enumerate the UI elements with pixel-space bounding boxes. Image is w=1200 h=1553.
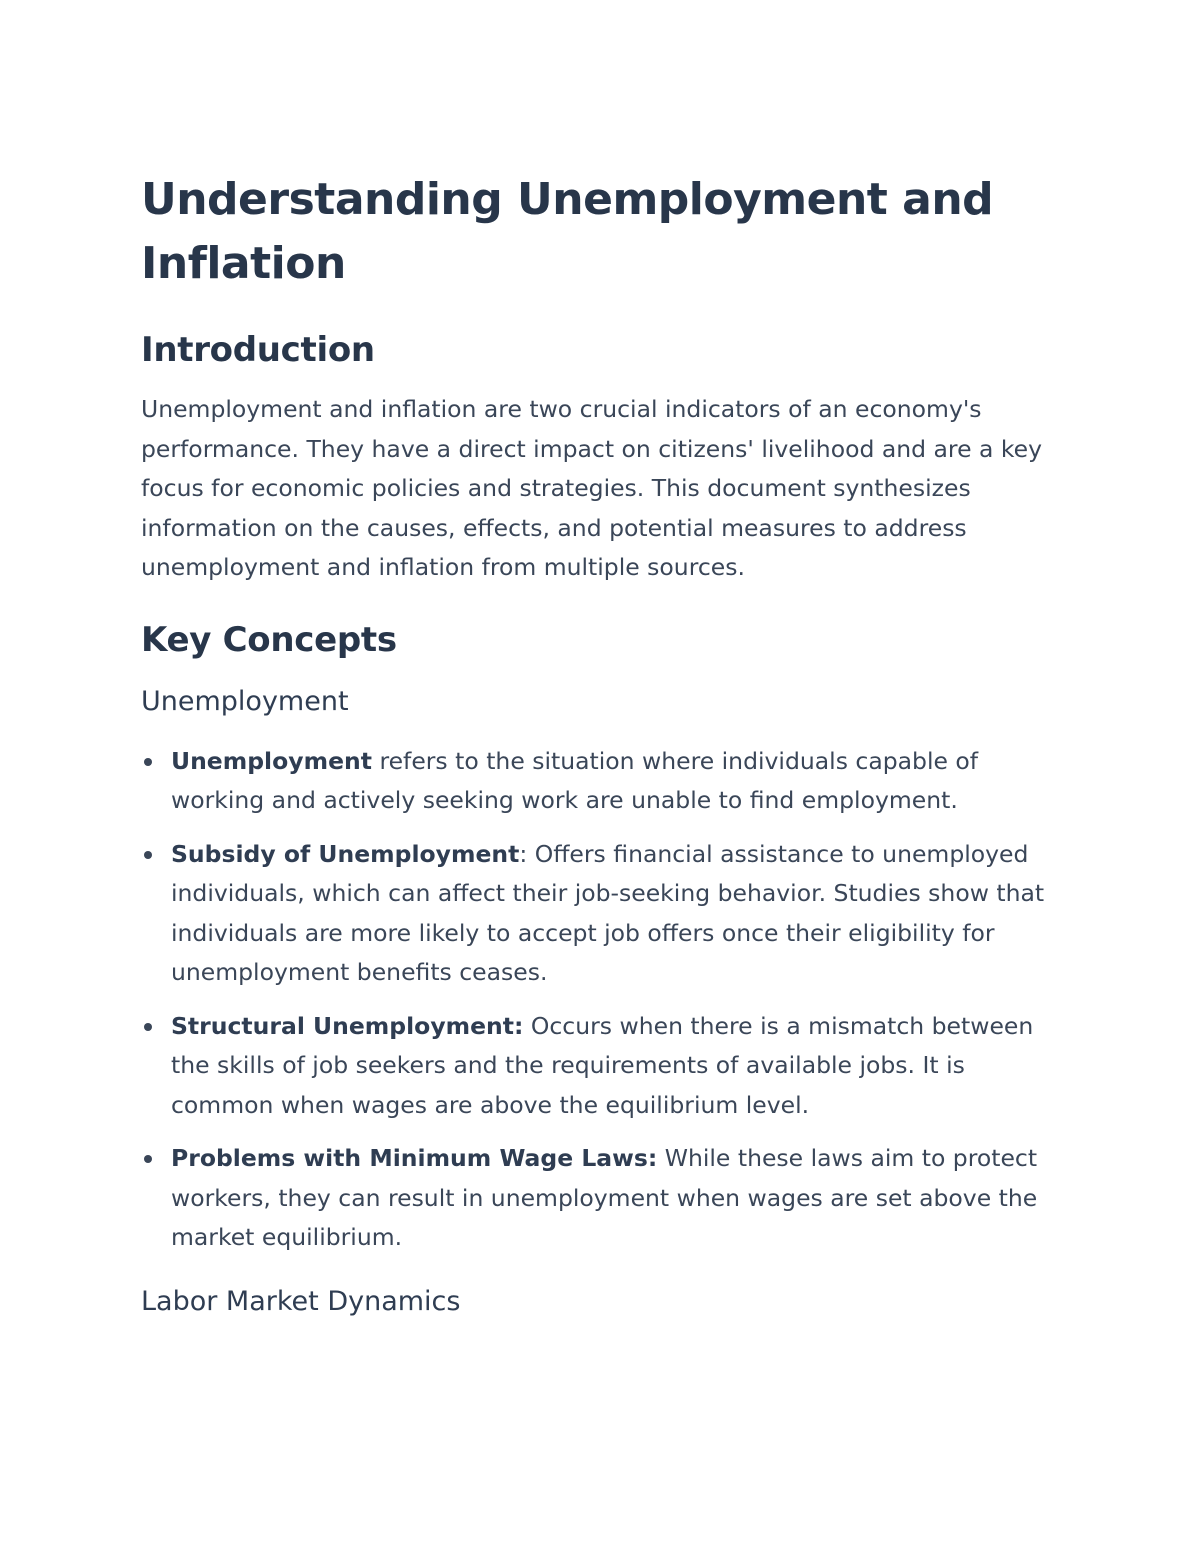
key-concepts-heading: Key Concepts — [141, 619, 397, 660]
list-item-text: refers to the situation where individuals capable of working and actively seeking work are unable to find employment. — [171, 746, 979, 814]
labor-market-subheading: Labor Market Dynamics — [141, 1285, 461, 1317]
introduction-paragraph: Unemployment and inflation are two crucial indicators of an economy's performance. They have a direct impact on citizens' livelihood and are a key focus for economic policies and strategies. This document synthesizes information on the causes, effects, and potential measures to address unemployment and inflation from multiple sources. — [141, 395, 1042, 581]
unemployment-list — [141, 742, 1061, 1258]
bullet-icon — [144, 1023, 152, 1031]
list-item — [141, 835, 1061, 993]
list-item-text: : Offers financial assistance to unemployed individuals, which can affect their job-seeking behavior. Studies show that individuals are more likely to accept job offers once their eligibility for unemployment benefits ceases. — [171, 839, 1045, 986]
unemployment-subheading: Unemployment — [141, 685, 349, 717]
list-item — [141, 1139, 1061, 1258]
list-item — [141, 742, 1061, 821]
list-item — [141, 1007, 1061, 1126]
list-item-term: Unemployment — [171, 746, 372, 775]
bullet-icon — [144, 851, 152, 859]
list-item-text: While these laws aim to protect workers, they can result in unemployment when wages are set above the market equilibrium. — [171, 1144, 1038, 1251]
list-item-term: Problems with Minimum Wage Laws: — [171, 1144, 658, 1172]
list-item-text: Occurs when there is a mismatch between the skills of job seekers and the requirements of available jobs. It is common when wages are above the equilibrium level. — [171, 1011, 1034, 1119]
document-page — [141, 168, 1061, 1322]
introduction-heading: Introduction — [141, 330, 375, 370]
bullet-icon — [144, 758, 152, 766]
bullet-icon — [144, 1155, 152, 1163]
document-title: Understanding Unemployment and Inflation — [141, 174, 994, 289]
list-item-term: Subsidy of Unemployment — [171, 839, 520, 868]
list-item-term: Structural Unemployment: — [171, 1011, 524, 1040]
